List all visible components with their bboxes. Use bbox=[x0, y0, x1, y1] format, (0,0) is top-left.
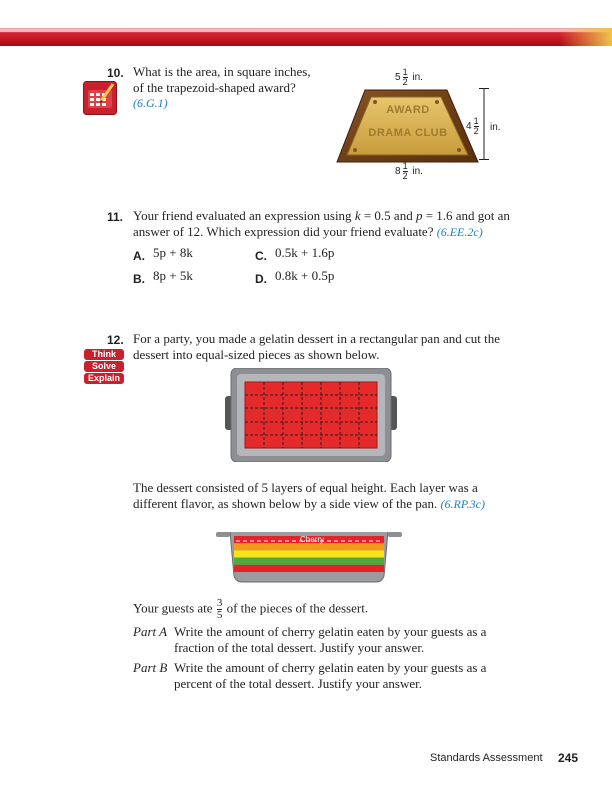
q11-p-var: p bbox=[415, 208, 423, 223]
q10-text-line1: What is the area, in square inches, bbox=[133, 64, 311, 79]
bottom-base-num: 1 bbox=[402, 161, 408, 171]
q11-standard: (6.EE.2c) bbox=[436, 225, 483, 239]
q12-guests-line bbox=[133, 598, 368, 621]
header-bar-highlight bbox=[0, 29, 612, 32]
option-b-letter: B. bbox=[133, 272, 145, 286]
award-line2: DRAMA CLUB bbox=[368, 127, 448, 139]
guests-post: of the pieces of the dessert. bbox=[226, 600, 369, 616]
q11-option-b[interactable] bbox=[133, 270, 145, 288]
q11-k-eq: = 0.5 and bbox=[360, 208, 416, 223]
top-base-label bbox=[395, 68, 423, 87]
think-badge: Think bbox=[84, 349, 124, 360]
q12-para2-line2 bbox=[133, 496, 485, 512]
bottom-base-unit: in. bbox=[412, 166, 423, 178]
q11-option-d-text: 0.8k + 0.5p bbox=[275, 268, 335, 283]
page-number: 245 bbox=[558, 751, 579, 765]
q11-text-line1 bbox=[133, 208, 510, 224]
q11-option-c-text: 0.5k + 1.6p bbox=[275, 245, 335, 260]
q10-text-line2: of the trapezoid-shaped award? bbox=[133, 80, 296, 95]
q10-standard: (6.G.1) bbox=[133, 96, 168, 110]
q11-option-a[interactable] bbox=[133, 247, 145, 265]
part-b-line1: Write the amount of cherry gelatin eaten by your guests as a bbox=[174, 660, 487, 675]
gelatin-layer-3 bbox=[234, 550, 384, 557]
top-base-unit: in. bbox=[412, 72, 423, 84]
gelatin-layer-5 bbox=[234, 565, 384, 572]
q11-option-c[interactable] bbox=[255, 247, 267, 265]
q11-option-b-text: 8p + 5k bbox=[153, 268, 193, 283]
q11-number: 11. bbox=[107, 210, 124, 224]
trapezoid-award bbox=[335, 88, 480, 164]
bottom-base-whole: 8 bbox=[395, 166, 401, 178]
height-label bbox=[466, 117, 481, 136]
part-a-line2: fraction of the total dessert. Justify your answer. bbox=[174, 640, 425, 655]
height-num: 1 bbox=[473, 116, 479, 126]
q12-para2-line1: The dessert consisted of 5 layers of equal height. Each layer was a bbox=[133, 480, 478, 495]
top-base-num: 1 bbox=[402, 67, 408, 77]
q11-text-line2-main: answer of 12. Which expression did your friend evaluate? bbox=[133, 224, 434, 239]
q10-number: 10. bbox=[107, 66, 124, 80]
header-bar-accent bbox=[560, 28, 612, 46]
guests-frac-num: 3 bbox=[216, 597, 223, 609]
q11-option-d[interactable] bbox=[255, 270, 267, 288]
gelatin-layer-2 bbox=[234, 543, 384, 550]
q11-option-a-text: 5p + 8k bbox=[153, 245, 193, 260]
q11-text-line2 bbox=[133, 224, 483, 240]
option-a-letter: A. bbox=[133, 249, 145, 263]
bottom-base-label bbox=[395, 162, 423, 181]
part-a-line1: Write the amount of cherry gelatin eaten by your guests as a bbox=[174, 624, 487, 639]
cherry-layer-label: Cherry bbox=[300, 535, 325, 544]
q12-para2-line2-main: different flavor, as shown below by a side view of the pan. bbox=[133, 496, 438, 511]
height-whole: 4 bbox=[466, 121, 472, 133]
q11-p-eq: = 1.6 and got an bbox=[422, 208, 510, 223]
guests-pre: Your guests ate bbox=[133, 600, 213, 616]
footer-title: Standards Assessment bbox=[430, 752, 543, 764]
part-b-line2: percent of the total dessert. Justify your answer. bbox=[174, 676, 423, 691]
q11-text-a: Your friend evaluated an expression using bbox=[133, 208, 355, 223]
option-d-letter: D. bbox=[255, 272, 267, 286]
q12-number: 12. bbox=[107, 333, 124, 347]
part-b-label: Part B bbox=[133, 660, 168, 675]
explain-badge: Explain bbox=[84, 373, 124, 384]
award-line1: AWARD bbox=[386, 104, 430, 116]
q12-standard: (6.RP.3c) bbox=[440, 497, 485, 511]
option-c-letter: C. bbox=[255, 249, 267, 263]
height-den: 2 bbox=[473, 126, 479, 136]
top-base-den: 2 bbox=[402, 77, 408, 87]
q12-text-line2: dessert into equal-sized pieces as shown below. bbox=[133, 347, 380, 362]
q12-text-line1: For a party, you made a gelatin dessert in a rectangular pan and cut the bbox=[133, 331, 500, 346]
top-base-whole: 5 bbox=[395, 72, 401, 84]
height-unit: in. bbox=[490, 122, 501, 133]
solve-badge: Solve bbox=[84, 361, 124, 372]
q11-k-var: k bbox=[354, 208, 361, 223]
gelatin-layer-4 bbox=[234, 558, 384, 565]
calculator-icon bbox=[83, 81, 117, 115]
gelatin-pan-top-view bbox=[225, 368, 397, 462]
bottom-base-den: 2 bbox=[402, 171, 408, 181]
part-a-label: Part A bbox=[133, 624, 168, 639]
guests-frac-den: 5 bbox=[216, 609, 223, 621]
